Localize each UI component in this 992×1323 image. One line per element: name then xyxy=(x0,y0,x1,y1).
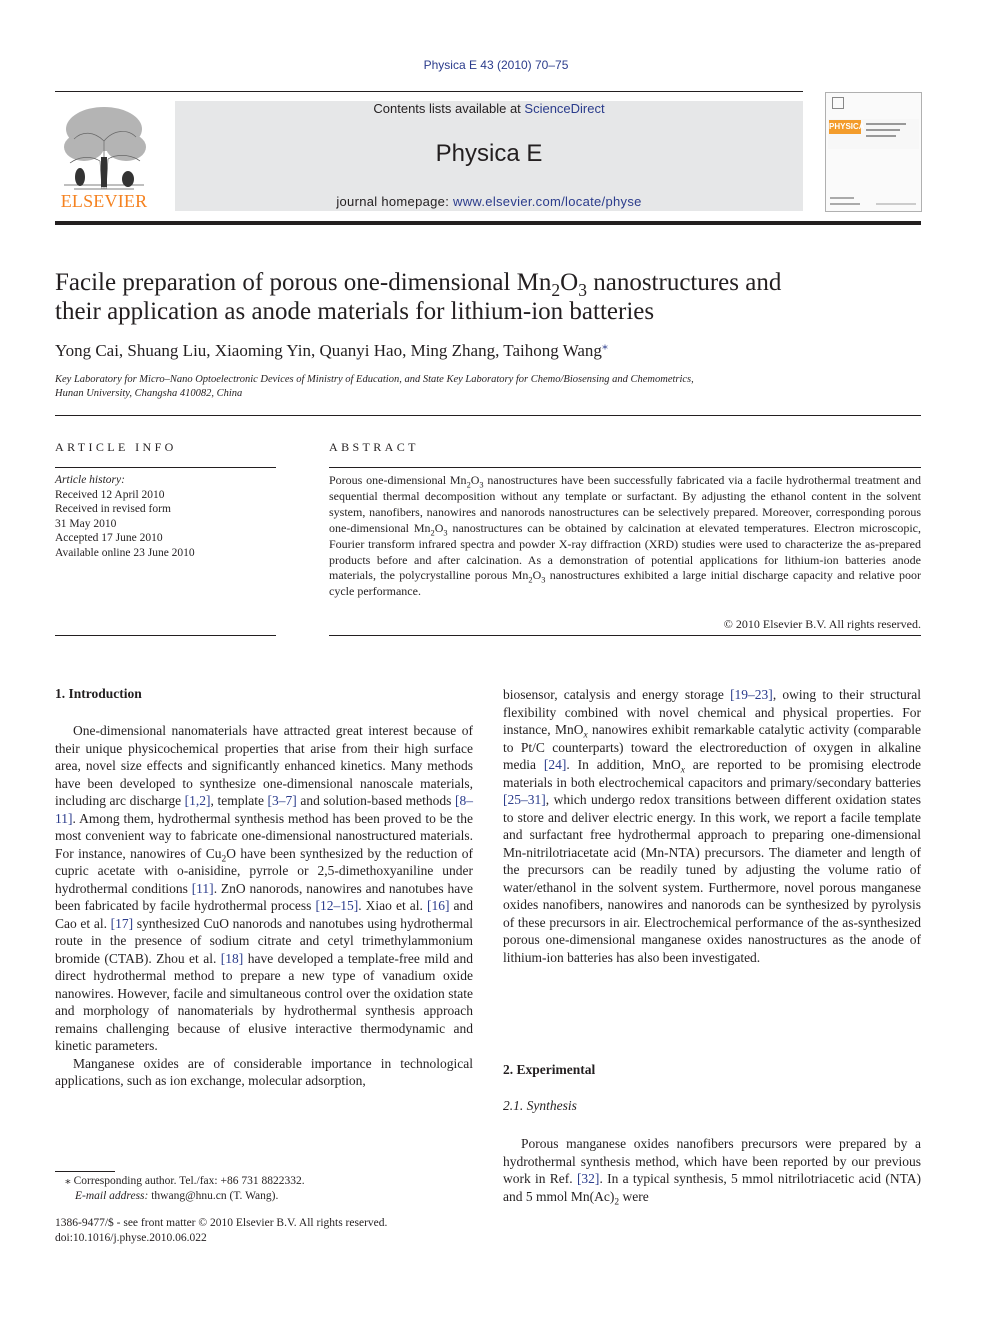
journal-name: Physica E xyxy=(435,140,543,167)
text-run: One-dimensional nanomaterials have attracted great interest because of their unique physicochemical properties that arise from their high surface area, novel size effects and significantly enhanced kinetics. Many methods have been developed to synthesize one-dimensional nanoscale materials, including arc discharge xyxy=(55,723,473,808)
front-matter xyxy=(55,1216,475,1245)
intro-column-right xyxy=(503,686,921,966)
abstract-subscript: 3 xyxy=(443,528,448,538)
text-run: . In a typical synthesis, 5 mmol nitrilotriacetic acid (NTA) and 5 mmol Mn(Ac) xyxy=(503,1171,921,1204)
header-thick-rule xyxy=(55,221,921,225)
cover-subtitle-line xyxy=(866,135,896,137)
section-heading-experimental: 2. Experimental xyxy=(503,1062,596,1077)
text-run: , template xyxy=(210,793,268,808)
affiliation xyxy=(55,373,921,401)
cover-title: PHYSICA xyxy=(829,120,861,134)
title-subscript: 2 xyxy=(551,280,561,300)
doi-line[interactable]: doi:10.1016/j.physe.2010.06.022 xyxy=(55,1231,207,1244)
subsection-heading-synthesis: 2.1. Synthesis xyxy=(503,1098,577,1113)
text-run: were xyxy=(619,1188,649,1204)
intro-paragraph-1 xyxy=(55,722,473,1055)
intro-paragraph-2-continued xyxy=(503,686,921,966)
email-footnote xyxy=(55,1189,475,1204)
text-run: Porous manganese oxides nanofibers precursors were prepared by a hydrothermal synthesis method, which have been reported by our previous work in Ref. xyxy=(503,1136,921,1186)
abstract-text xyxy=(329,473,921,600)
section-heading-introduction: 1. Introduction xyxy=(55,686,142,701)
history-entry: 31 May 2010 xyxy=(55,517,117,530)
subscript: 2 xyxy=(614,1197,620,1208)
abstract-segment: O xyxy=(470,473,480,487)
text-run: . Xiao et al. xyxy=(358,898,427,913)
issn-line: 1386-9477/$ - see front matter © 2010 Elsevier B.V. All rights reserved. xyxy=(55,1217,388,1229)
homepage-line xyxy=(175,194,803,209)
abstract-segment: O xyxy=(532,568,542,583)
citation-link[interactable]: [16] xyxy=(426,898,450,913)
cover-logo-icon xyxy=(832,97,844,109)
text-run: . In addition, MnO xyxy=(566,757,681,772)
title-part: nanostructures and xyxy=(586,269,782,296)
citation-link[interactable]: [12–15] xyxy=(315,898,359,913)
email-label: E-mail address: xyxy=(75,1189,149,1202)
title-part: O xyxy=(560,269,579,296)
title-part: their application as anode materials for lithium-ion batteries xyxy=(55,298,655,325)
abstract-segment: nanostructures have been successfully fabricated via a facile hydrothermal treatment and sequential thermal decomposition without any template or surfactant. By adjusting the ethanol content in the solvent system, nanofibers, nanowires and nanorods nanostructures can be selectively prepared. Moreover, corresponding porous one-dimensional Mn xyxy=(329,473,922,535)
subscript: 2 xyxy=(221,854,227,865)
authors-text: Yong Cai, Shuang Liu, Xiaoming Yin, Quanyi Hao, Ming Zhang, Taihong Wang xyxy=(55,341,602,360)
affiliation-rule xyxy=(55,415,921,416)
homepage-prefix: journal homepage: xyxy=(336,194,454,209)
abstract-segment: O xyxy=(434,520,444,535)
affiliation-line: Key Laboratory for Micro–Nano Optoelectronic Devices of Ministry of Education, and State Key Laboratory for Chemo/Biosensing and Chemometrics, xyxy=(55,374,694,385)
text-run: and Cao et al. xyxy=(55,898,474,931)
article-title xyxy=(55,268,921,326)
history-label: Article history: xyxy=(55,474,125,486)
text-run: . ZnO nanorods, nanowires and nanotubes have been fabricated by facile hydrothermal process xyxy=(55,880,473,913)
abstract-subscript: 2 xyxy=(466,480,471,490)
subscript: x xyxy=(583,730,588,741)
cover-footer-line xyxy=(830,203,860,205)
abstract-segment: Porous one-dimensional Mn xyxy=(329,473,467,487)
history-entry: Received 12 April 2010 xyxy=(55,488,165,501)
journal-citation[interactable]: Physica E 43 (2010) 70–75 xyxy=(423,58,569,72)
synthesis-column xyxy=(503,1135,921,1208)
header-rule xyxy=(55,91,803,92)
citation-link[interactable]: [18] xyxy=(220,950,244,966)
text-run: , which undergo redox transitions between different oxidation states to store and deliver electric energy. In this work, we report a facile template and surfactant free hydrothermal approach to preparing one-dimensional Mn-nitrilotriacetate acid (Mn-NTA) precursors. The diameter and length of the precursors can be readily tuned by adjusting the volume ratio of water/ethanol in the solvent system. Furthermore, novel porous manganese oxides nanofibers, nanowires and nanorods can be synthesized by pyrolysis of these precursors in air. Electrochemical performance of the as-synthesized porous one-dimensional manganese oxides nanostructures as the anode of lithium-ion batteries has also been investigated. xyxy=(503,792,921,965)
article-info-rule xyxy=(55,467,276,468)
abstract-subscript: 2 xyxy=(528,575,533,585)
citation-link[interactable]: [25–31] xyxy=(503,792,546,807)
cover-subtitle-line xyxy=(866,129,900,131)
email-address[interactable]: thwang@hnu.cn (T. Wang). xyxy=(148,1189,279,1202)
corresponding-author-footnote: ⁎ Corresponding author. Tel./fax: +86 731 8822332. xyxy=(65,1175,305,1187)
text-run: are reported to be promising electrode materials in both electrochemical capacitors and primary/secondary batteries xyxy=(503,757,921,790)
title-subscript: 3 xyxy=(578,280,587,300)
cover-footer-line xyxy=(830,197,854,199)
footnote-rule xyxy=(55,1171,115,1172)
journal-cover-thumbnail[interactable] xyxy=(825,92,922,212)
synthesis-paragraph xyxy=(503,1135,921,1208)
citation-link[interactable]: [24] xyxy=(543,757,567,772)
abstract-subscript: 3 xyxy=(479,480,484,490)
subscript: x xyxy=(680,765,685,776)
citation-link[interactable]: [3–7] xyxy=(267,793,297,808)
abstract-segment: nanostructures exhibited a large initial discharge capacity and relative poor cycle performance. xyxy=(329,568,921,599)
footnotes xyxy=(55,1174,475,1203)
abstract-subscript: 2 xyxy=(430,528,435,538)
abstract-rule xyxy=(329,635,921,636)
citation-link[interactable]: [11] xyxy=(191,880,214,896)
sciencedirect-link[interactable]: ScienceDirect xyxy=(524,101,605,116)
text-run: and solution-based methods xyxy=(296,793,455,808)
contents-prefix: Contents lists available at xyxy=(373,101,525,116)
affiliation-line: Hunan University, Changsha 410082, China xyxy=(55,388,243,399)
text-run: biosensor, catalysis and energy storage xyxy=(503,687,731,702)
citation-link[interactable]: [1,2] xyxy=(184,793,211,808)
text-run: synthesized CuO nanorods and nanotubes using hydrothermal route in the presence of sodium citrate and cetyl trimethylammonium bromide (CTAB). Zhou et al. xyxy=(55,915,473,966)
citation-link[interactable]: [8–11] xyxy=(55,793,473,826)
text-run: O have been synthesized by the reduction of cupric acetate with o-anisidine, pyrrole or 2,5-dimethoxyaniline under hydrothermal conditions xyxy=(55,845,474,896)
text-run: nanowires exhibit remarkable catalytic activity (comparable to Pt/C counterparts) toward the electroreduction of oxygen in alkaline media xyxy=(503,722,922,772)
text-run: . Among them, hydrothermal synthesis method has been proved to be the most convenient way to fabricate one-dimensional nanostructured materials. For instance, nanowires of Cu xyxy=(55,810,473,861)
title-part: Facile preparation of porous one-dimensional Mn xyxy=(55,269,552,296)
citation-link[interactable]: [32] xyxy=(576,1171,600,1186)
citation-link[interactable]: [17] xyxy=(110,915,134,931)
abstract-rule xyxy=(329,467,921,468)
history-entry: Accepted 17 June 2010 xyxy=(55,532,163,544)
history-entry: Received in revised form xyxy=(55,503,171,515)
abstract-copyright: © 2010 Elsevier B.V. All rights reserved. xyxy=(723,617,921,631)
cover-footer-line xyxy=(876,203,916,205)
cover-subtitle-line xyxy=(866,123,906,125)
intro-column-left xyxy=(55,722,473,1090)
abstract-segment: nanostructures can be obtained by calcination at elevated temperatures. Electron microscopic, Fourier transform infrared spectra and powder X-ray diffraction (XRD) studies were used to characterize the as-prepared products before and after calcination. As a demonstration of potential applications for lithium-ion batteries anode materials, the polycrystalline porous Mn xyxy=(329,520,922,583)
history-entry: Available online 23 June 2010 xyxy=(55,546,195,559)
homepage-link[interactable]: www.elsevier.com/locate/physe xyxy=(453,194,642,209)
elsevier-wordmark: ELSEVIER xyxy=(60,191,148,211)
text-run: , owing to their structural flexibility combined with novel chemical and physical properties. For instance, MnO xyxy=(503,687,921,737)
intro-paragraph-2: Manganese oxides are of considerable importance in technological applications, such as ion exchange, molecular adsorption, xyxy=(55,1055,473,1088)
text-run: have developed a template-free mild and direct hydrothermal method to prepare a new type of vanadium oxide nanowires. However, facile and simultaneous control over the oxidation state and morphology of nanomaterials by hydrothermal synthesis approach remains challenging because of elusive interactive thermodynamic and kinetic parameters. xyxy=(55,950,473,1053)
article-info-heading: ARTICLE INFO xyxy=(55,440,177,454)
article-history xyxy=(55,473,276,560)
contents-line xyxy=(175,101,803,116)
abstract-subscript: 3 xyxy=(541,575,546,585)
article-info-rule xyxy=(55,635,276,636)
corresponding-author-mark[interactable]: ⁎ xyxy=(601,338,608,353)
abstract-heading: ABSTRACT xyxy=(329,440,419,454)
author-list xyxy=(55,338,921,361)
citation-link[interactable]: [19–23] xyxy=(730,687,773,702)
